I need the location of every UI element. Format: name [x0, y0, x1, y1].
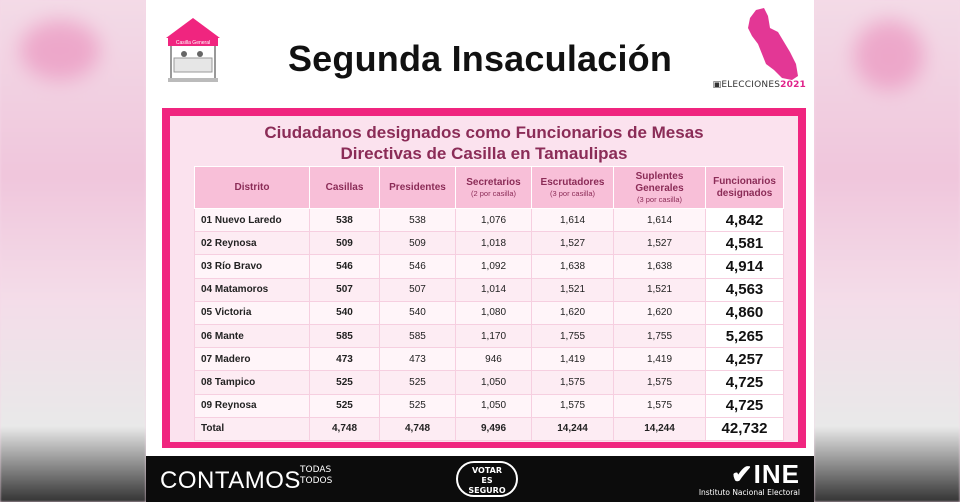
- cell-casillas: 525: [310, 371, 380, 394]
- cell-distrito: 06 Mante: [195, 324, 310, 347]
- cell-escrutadores: 1,527: [532, 232, 614, 255]
- cell-casillas: 473: [310, 348, 380, 371]
- cell-secretarios: 946: [456, 348, 532, 371]
- cell-suplentes: 1,620: [614, 301, 706, 324]
- subtitle-line-2: Directivas de Casilla en Tamaulipas: [340, 144, 628, 163]
- cell-casillas: 585: [310, 324, 380, 347]
- cell-suplentes: 1,419: [614, 348, 706, 371]
- cell-secretarios: 1,018: [456, 232, 532, 255]
- table-row: [195, 394, 784, 417]
- subtitle-line-1: Ciudadanos designados como Funcionarios de Mesas: [264, 123, 704, 142]
- cell-funcionarios: 4,581: [706, 232, 784, 255]
- cell-presidentes: 4,748: [380, 417, 456, 440]
- cell-secretarios: 1,080: [456, 301, 532, 324]
- table-subtitle: [170, 122, 798, 164]
- cell-suplentes: 1,527: [614, 232, 706, 255]
- header-casillas: Casillas: [310, 167, 380, 209]
- cell-casillas: 540: [310, 301, 380, 324]
- cell-distrito: 09 Reynosa: [195, 394, 310, 417]
- cell-secretarios: 1,092: [456, 255, 532, 278]
- cell-presidentes: 585: [380, 324, 456, 347]
- cell-distrito: 05 Victoria: [195, 301, 310, 324]
- table-row: [195, 232, 784, 255]
- table-row: [195, 278, 784, 301]
- cell-distrito: 01 Nuevo Laredo: [195, 209, 310, 232]
- cell-funcionarios: 42,732: [706, 417, 784, 440]
- cell-escrutadores: 1,419: [532, 348, 614, 371]
- cell-suplentes: 1,638: [614, 255, 706, 278]
- table-row: [195, 348, 784, 371]
- cell-funcionarios: 5,265: [706, 324, 784, 347]
- cell-funcionarios: 4,842: [706, 209, 784, 232]
- table-header-row: [195, 167, 784, 209]
- cell-suplentes: 14,244: [614, 417, 706, 440]
- cell-escrutadores: 14,244: [532, 417, 614, 440]
- cell-presidentes: 540: [380, 301, 456, 324]
- cell-presidentes: 525: [380, 371, 456, 394]
- table-row: [195, 255, 784, 278]
- todas-todos: TODAS TODOS: [300, 465, 333, 486]
- cell-casillas: 509: [310, 232, 380, 255]
- header-presidentes: Presidentes: [380, 167, 456, 209]
- cell-distrito: 02 Reynosa: [195, 232, 310, 255]
- cell-distrito: 07 Madero: [195, 348, 310, 371]
- cell-escrutadores: 1,638: [532, 255, 614, 278]
- cell-suplentes: 1,755: [614, 324, 706, 347]
- table-row: [195, 371, 784, 394]
- table-body: [195, 209, 784, 441]
- cell-suplentes: 1,575: [614, 394, 706, 417]
- cell-secretarios: 9,496: [456, 417, 532, 440]
- table-panel: [162, 108, 806, 448]
- cell-suplentes: 1,521: [614, 278, 706, 301]
- cell-distrito: 08 Tampico: [195, 371, 310, 394]
- cell-presidentes: 538: [380, 209, 456, 232]
- funcionarios-table: [194, 166, 784, 441]
- cell-secretarios: 1,014: [456, 278, 532, 301]
- cell-secretarios: 1,050: [456, 394, 532, 417]
- ballot-box-icon: ▣: [712, 80, 722, 90]
- cell-funcionarios: 4,860: [706, 301, 784, 324]
- header-suplentes: Suplentes Generales (3 por casilla): [614, 167, 706, 209]
- ine-logo: ✔INE Instituto Nacional Electoral: [698, 459, 800, 497]
- cell-escrutadores: 1,575: [532, 371, 614, 394]
- contamos-slogan: CONTAMOS: [160, 467, 301, 494]
- cell-presidentes: 507: [380, 278, 456, 301]
- cell-distrito: 03 Río Bravo: [195, 255, 310, 278]
- page-title: Segunda Insaculación: [287, 38, 673, 79]
- table-total-row: [195, 417, 784, 440]
- elecciones-year: 2021: [780, 80, 806, 90]
- elecciones-logo: [713, 80, 806, 90]
- cell-casillas: 507: [310, 278, 380, 301]
- cell-funcionarios: 4,725: [706, 371, 784, 394]
- cell-funcionarios: 4,257: [706, 348, 784, 371]
- booth-sign: Casilla General: [175, 40, 211, 46]
- cell-escrutadores: 1,575: [532, 394, 614, 417]
- footer: [146, 456, 814, 502]
- header-funcionarios: Funcionarios designados: [706, 167, 784, 209]
- cell-casillas: 525: [310, 394, 380, 417]
- blurred-background-right: [814, 0, 960, 502]
- cell-distrito: 04 Matamoros: [195, 278, 310, 301]
- cell-escrutadores: 1,755: [532, 324, 614, 347]
- cell-presidentes: 525: [380, 394, 456, 417]
- header-escrutadores: Escrutadores (3 por casilla): [532, 167, 614, 209]
- table-row: [195, 209, 784, 232]
- slide: [146, 0, 814, 502]
- cell-casillas: 4,748: [310, 417, 380, 440]
- votar-es-seguro-logo: VOTAR ES SEGURO: [456, 461, 518, 497]
- cell-suplentes: 1,614: [614, 209, 706, 232]
- cell-presidentes: 546: [380, 255, 456, 278]
- cell-escrutadores: 1,614: [532, 209, 614, 232]
- cell-funcionarios: 4,725: [706, 394, 784, 417]
- cell-escrutadores: 1,521: [532, 278, 614, 301]
- ine-full-name: Instituto Nacional Electoral: [698, 488, 800, 497]
- table-row: [195, 301, 784, 324]
- cell-suplentes: 1,575: [614, 371, 706, 394]
- cell-presidentes: 509: [380, 232, 456, 255]
- cell-funcionarios: 4,563: [706, 278, 784, 301]
- cell-funcionarios: 4,914: [706, 255, 784, 278]
- cell-distrito: Total: [195, 417, 310, 440]
- blurred-background-left: [0, 0, 146, 502]
- elecciones-label: ELECCIONES: [721, 80, 781, 90]
- cell-secretarios: 1,050: [456, 371, 532, 394]
- cell-secretarios: 1,170: [456, 324, 532, 347]
- header-secretarios: Secretarios (2 por casilla): [456, 167, 532, 209]
- cell-escrutadores: 1,620: [532, 301, 614, 324]
- checkmark-icon: ✔: [730, 459, 754, 489]
- table-panel-inner: [170, 116, 798, 442]
- cell-secretarios: 1,076: [456, 209, 532, 232]
- cell-casillas: 546: [310, 255, 380, 278]
- header-distrito: Distrito: [195, 167, 310, 209]
- cell-casillas: 538: [310, 209, 380, 232]
- cell-presidentes: 473: [380, 348, 456, 371]
- table-row: [195, 324, 784, 347]
